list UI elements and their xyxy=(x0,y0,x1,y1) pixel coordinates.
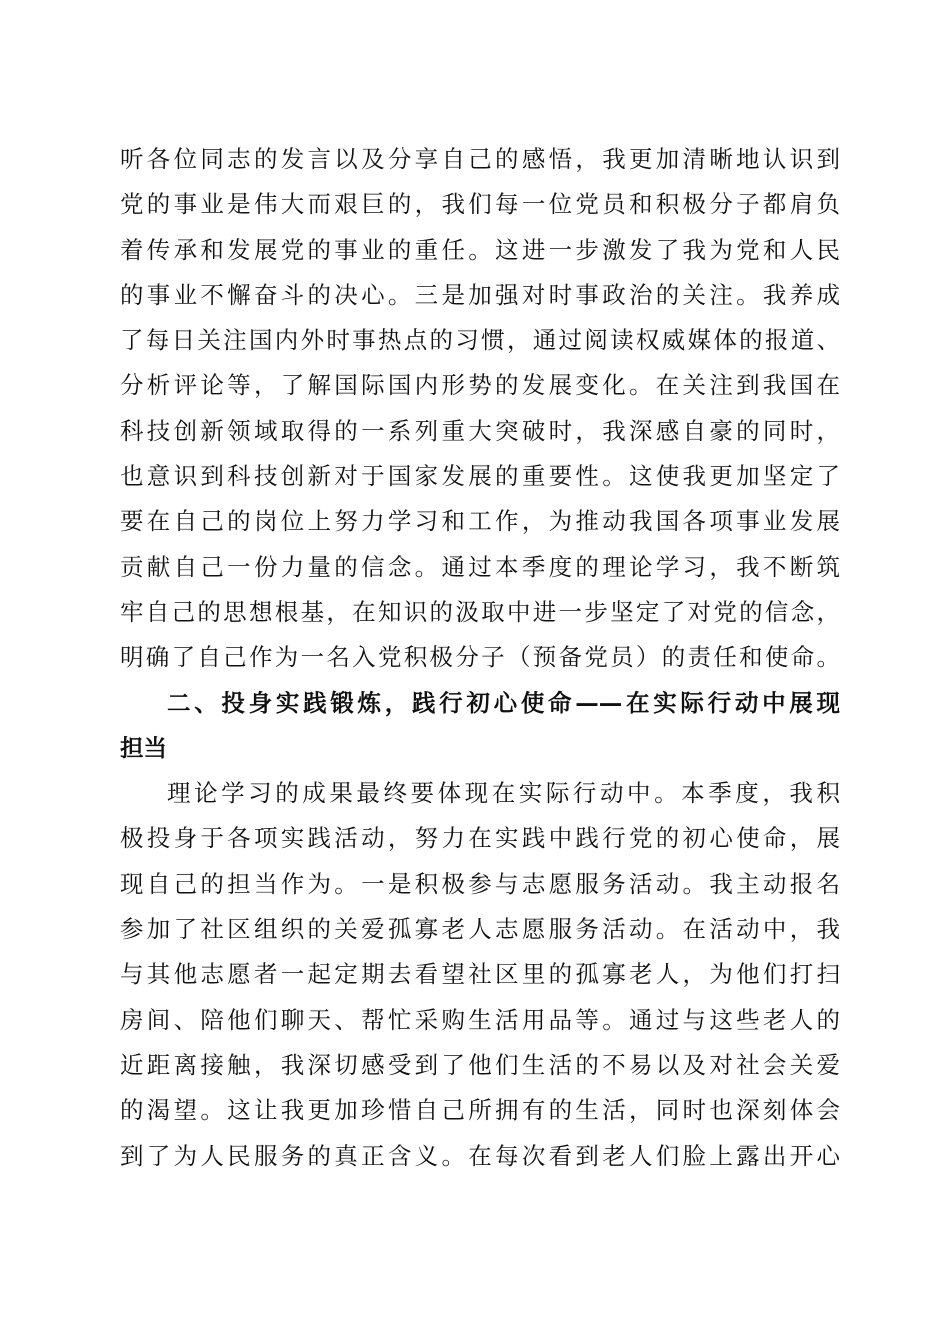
paragraph-line: 听各位同志的发言以及分享自己的感悟，我更加清晰地认识到 xyxy=(120,145,840,173)
paragraph-line: 现自己的担当作为。一是积极参与志愿服务活动。我主动报名 xyxy=(120,869,840,898)
paragraph-1 xyxy=(120,137,840,681)
paragraph-line: 分析评论等，了解国际国内形势的发展变化。在关注到我国在 xyxy=(120,371,840,400)
paragraph-line: 理论学习的成果最终要体现在实际行动中。本季度，我积 xyxy=(167,779,840,808)
paragraph-line: 与其他志愿者一起定期去看望社区里的孤寡老人，为他们打扫 xyxy=(120,960,840,989)
section-heading xyxy=(120,681,840,772)
heading-line: 担当 xyxy=(120,733,167,762)
paragraph-line: 到了为人民服务的真正含义。在每次看到老人们脸上露出开心 xyxy=(120,1141,840,1170)
paragraph-line: 了每日关注国内外时事热点的习惯，通过阅读权威媒体的报道、 xyxy=(120,326,840,355)
paragraph-line: 科技创新领域取得的一系列重大突破时，我深感自豪的同时， xyxy=(120,416,840,445)
paragraph-line: 明确了自己作为一名入党积极分子（预备党员）的责任和使命。 xyxy=(120,643,840,672)
paragraph-line: 牢自己的思想根基，在知识的汲取中进一步坚定了对党的信念， xyxy=(120,597,840,626)
paragraph-line: 的事业不懈奋斗的决心。三是加强对时事政治的关注。我养成 xyxy=(120,280,840,309)
paragraph-line: 要在自己的岗位上努力学习和工作，为推动我国各项事业发展 xyxy=(120,507,840,536)
paragraph-line: 参加了社区组织的关爱孤寡老人志愿服务活动。在活动中，我 xyxy=(120,915,840,944)
document-body xyxy=(120,137,840,1179)
paragraph-line: 着传承和发展党的事业的重任。这进一步激发了我为党和人民 xyxy=(120,235,840,264)
heading-line: 二、投身实践锻炼，践行初心使命——在实际行动中展现 xyxy=(167,688,840,717)
paragraph-line: 极投身于各项实践活动，努力在实践中践行党的初心使命，展 xyxy=(120,824,840,853)
paragraph-line: 的渴望。这让我更加珍惜自己所拥有的生活，同时也深刻体会 xyxy=(120,1096,840,1125)
paragraph-line: 也意识到科技创新对于国家发展的重要性。这使我更加坚定了 xyxy=(120,462,840,491)
paragraph-line: 近距离接触，我深切感受到了他们生活的不易以及对社会关爱 xyxy=(120,1050,840,1079)
paragraph-line: 贡献自己一份力量的信念。通过本季度的理论学习，我不断筑 xyxy=(120,552,840,581)
paragraph-2 xyxy=(120,771,840,1179)
paragraph-line: 房间、陪他们聊天、帮忙采购生活用品等。通过与这些老人的 xyxy=(120,1005,840,1034)
paragraph-line: 党的事业是伟大而艰巨的，我们每一位党员和积极分子都肩负 xyxy=(120,190,840,219)
